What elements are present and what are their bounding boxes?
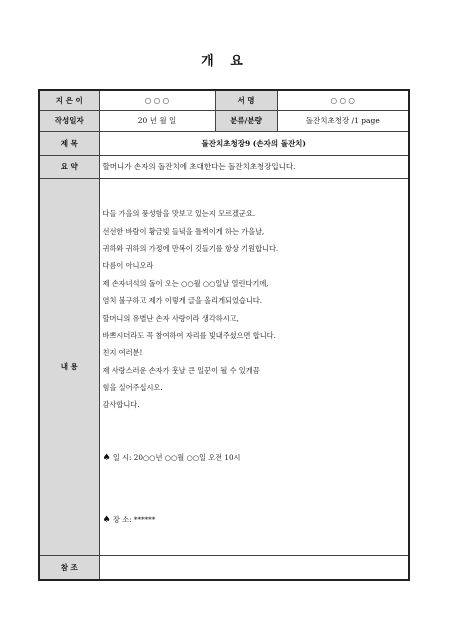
document-title: 개 요 [201, 54, 249, 69]
author-label: 지 은 이 [39, 90, 99, 110]
content-line: 친지 여러분! [102, 348, 143, 358]
subject-label: 제 목 [39, 131, 99, 155]
reference-label: 참 조 [39, 555, 99, 580]
spade-icon: ♠ [102, 514, 111, 525]
content-line: 선선한 바람이 황금빛 들녘을 틀썩이게 하는 가을날, [102, 226, 265, 236]
category-value: 돌잔치초청장 /1 page [277, 110, 409, 131]
subject-value: 돌잔치초청장9 (손자의 돌잔치) [99, 131, 409, 155]
content-row [39, 178, 409, 555]
content-body [99, 178, 409, 555]
category-label: 분류/분량 [215, 110, 277, 131]
reference-value [99, 555, 409, 580]
content-line: 제 손자녀석의 돌이 오는 ○○월 ○○일날 열린다기에, [102, 278, 269, 288]
subject-row [39, 131, 409, 155]
content-label: 내 용 [39, 178, 99, 555]
content-line: 다들 가을의 풍성함을 맛보고 있는지 모르겠군요. [102, 209, 256, 219]
content-line: 제 사랑스러운 손자가 훗날 큰 일꾼이 될 수 있게끔 [102, 365, 260, 375]
content-line: 할머니의 유별난 손자 사랑이라 생각하시고, [102, 313, 239, 323]
book-name-value: ○ ○ ○ [277, 90, 409, 110]
content-line: 염치 불구하고 제가 이렇게 글을 올리게되었습니다. [102, 296, 263, 306]
summary-label: 요 약 [39, 155, 99, 178]
summary-row [39, 155, 409, 178]
content-line: 바쁘시더라도 꼭 참여하여 자리를 빛내주셨으면 합니다. [102, 330, 276, 340]
date-row [39, 110, 409, 131]
summary-value: 할머니가 손자의 돌잔치에 초대한다는 돌잔치초청장입니다. [99, 155, 409, 178]
content-line: 힘을 실어주십시오. [102, 383, 163, 393]
written-date-label: 작성일자 [39, 110, 99, 131]
written-date-value: 20 년 월 일 [99, 110, 215, 131]
date-text: 일 시: 20○○년 ○○월 ○○일 오전 10시 [112, 452, 241, 462]
place-line [103, 511, 406, 528]
content-line: 감사합니다. [102, 400, 140, 410]
author-value: ○ ○ ○ [99, 90, 215, 110]
date-line [103, 449, 406, 466]
book-name-label: 서 명 [215, 90, 277, 110]
spade-icon: ♠ [102, 452, 111, 463]
place-text: 장 소: ****** [112, 514, 156, 524]
content-lines [103, 205, 406, 414]
content-line: 귀하와 귀하의 가정에 만복이 깃들기를 항상 기원합니다. [102, 243, 279, 253]
author-row [39, 90, 409, 110]
overview-form-table [38, 89, 410, 581]
reference-row [39, 555, 409, 580]
content-line: 다름이 아니오라 [102, 261, 154, 271]
